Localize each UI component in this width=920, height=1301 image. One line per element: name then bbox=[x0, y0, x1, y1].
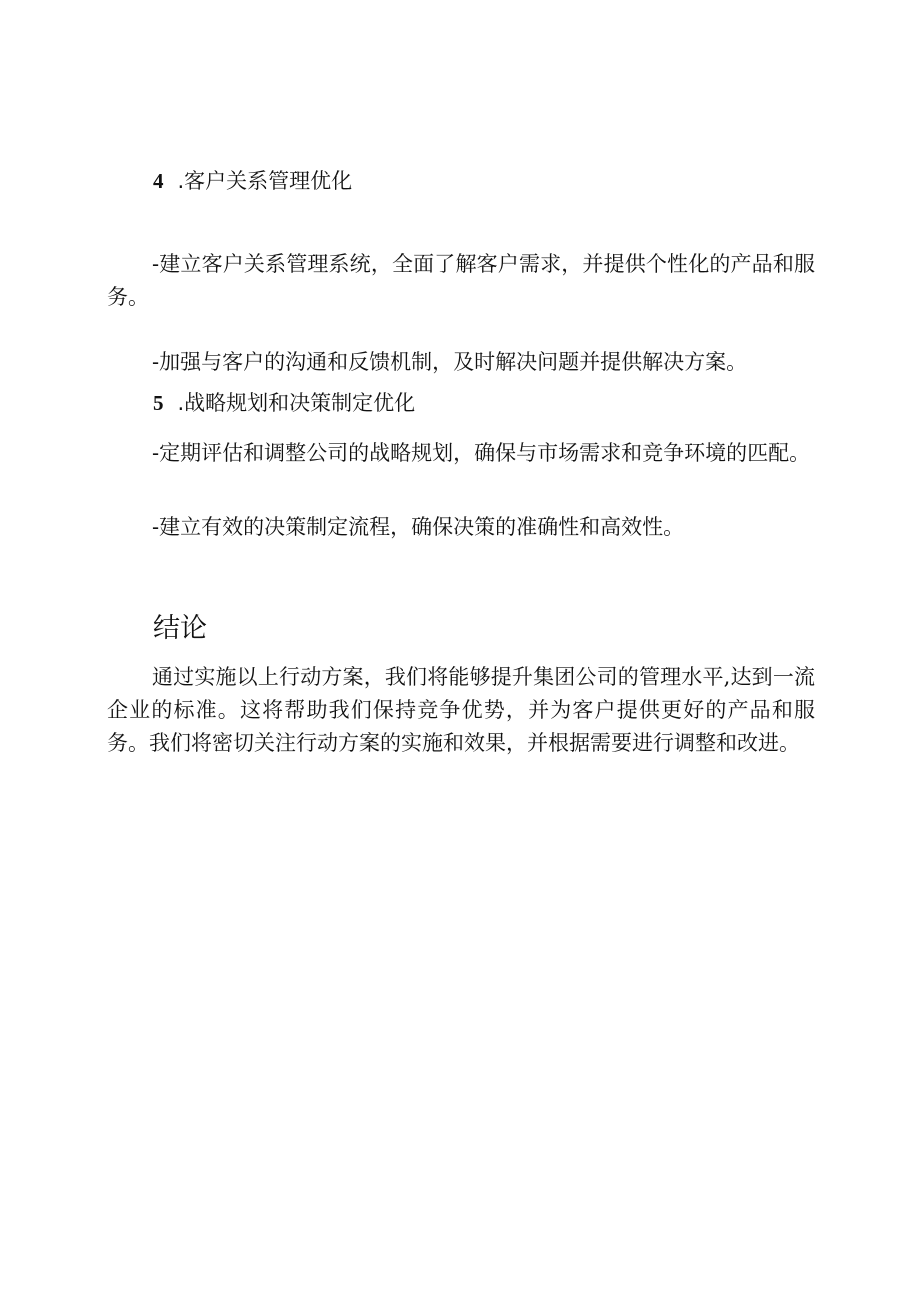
section-5-bullet-1: -定期评估和调整公司的战略规划，确保与市场需求和竞争环境的匹配。 bbox=[152, 441, 811, 465]
section-4-bullet-2: -加强与客户的沟通和反馈机制，及时解决问题并提供解决方案。 bbox=[152, 350, 748, 374]
section-4-title: .客户关系管理优化 bbox=[177, 169, 353, 193]
section-4-heading bbox=[153, 167, 352, 195]
section-5-bullet-2: -建立有效的决策制定流程，确保决策的准确性和高效性。 bbox=[152, 515, 685, 539]
conclusion-title: 结论 bbox=[153, 613, 207, 644]
section-5-number: 5 bbox=[153, 391, 164, 415]
section-4-number: 4 bbox=[153, 169, 164, 193]
conclusion-body: 通过实施以上行动方案，我们将能够提升集团公司的管理水平,达到一流企业的标准。这将帮助我们保持竞争优势，并为客户提供更好的产品和服务。我们将密切关注行动方案的实施和效果，并根据需要进行调整和改进。 bbox=[107, 665, 815, 755]
section-4-bullet-1: -建立客户关系管理系统，全面了解客户需求，并提供个性化的产品和服务。 bbox=[107, 252, 815, 309]
section-5-heading bbox=[153, 389, 415, 417]
section-5-title: .战略规划和决策制定优化 bbox=[177, 391, 416, 415]
